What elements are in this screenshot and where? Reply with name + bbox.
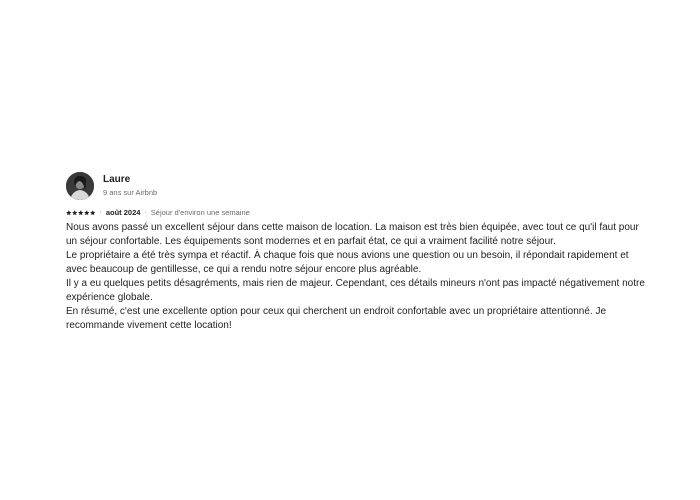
review-date: août 2024 — [105, 208, 141, 217]
star-icon — [84, 210, 90, 216]
reviewer-tenure: 9 ans sur Airbnb — [103, 188, 158, 197]
review-paragraph: Il y a eu quelques petits désagréments, mais rien de majeur. Cependant, ces détails mineurs n'ont pas impacté négativement notre expérience globale. — [66, 278, 645, 303]
person-photo-icon — [66, 172, 94, 200]
star-icon — [72, 210, 78, 216]
review-paragraph: En résumé, c'est une excellente option pour ceux qui cherchent un endroit confortable avec un propriétaire attentionné. Je recommande vivement cette location! — [66, 306, 607, 331]
review-text — [66, 221, 646, 333]
review-paragraph: Nous avons passé un excellent séjour dans cette maison de location. La maison est très bien équipée, avec tout ce qu'il faut pour un séjour confortable. Les équipements sont modernes et en parfait état, ce qui a vraiment facilité notre séjour. — [66, 222, 639, 247]
reviewer-name[interactable]: Laure — [103, 174, 131, 185]
separator-dot: · — [144, 209, 147, 216]
stay-length: Séjour d'environ une semaine — [150, 208, 250, 217]
star-rating — [66, 210, 96, 216]
reviewer-header — [66, 171, 646, 201]
separator-dot: · — [99, 209, 102, 216]
review-paragraph: Le propriétaire a été très sympa et réactif. À chaque fois que nous avions une question ou un besoin, il répondait rapidement et avec beaucoup de gentillesse, ce qui a rendu notre séjour encore plus agréable. — [66, 250, 629, 275]
review-meta — [66, 207, 646, 218]
review-card — [66, 171, 646, 333]
avatar[interactable] — [66, 172, 94, 200]
star-icon — [90, 210, 96, 216]
reviewer-info — [103, 174, 157, 198]
star-icon — [78, 210, 84, 216]
star-icon — [66, 210, 72, 216]
